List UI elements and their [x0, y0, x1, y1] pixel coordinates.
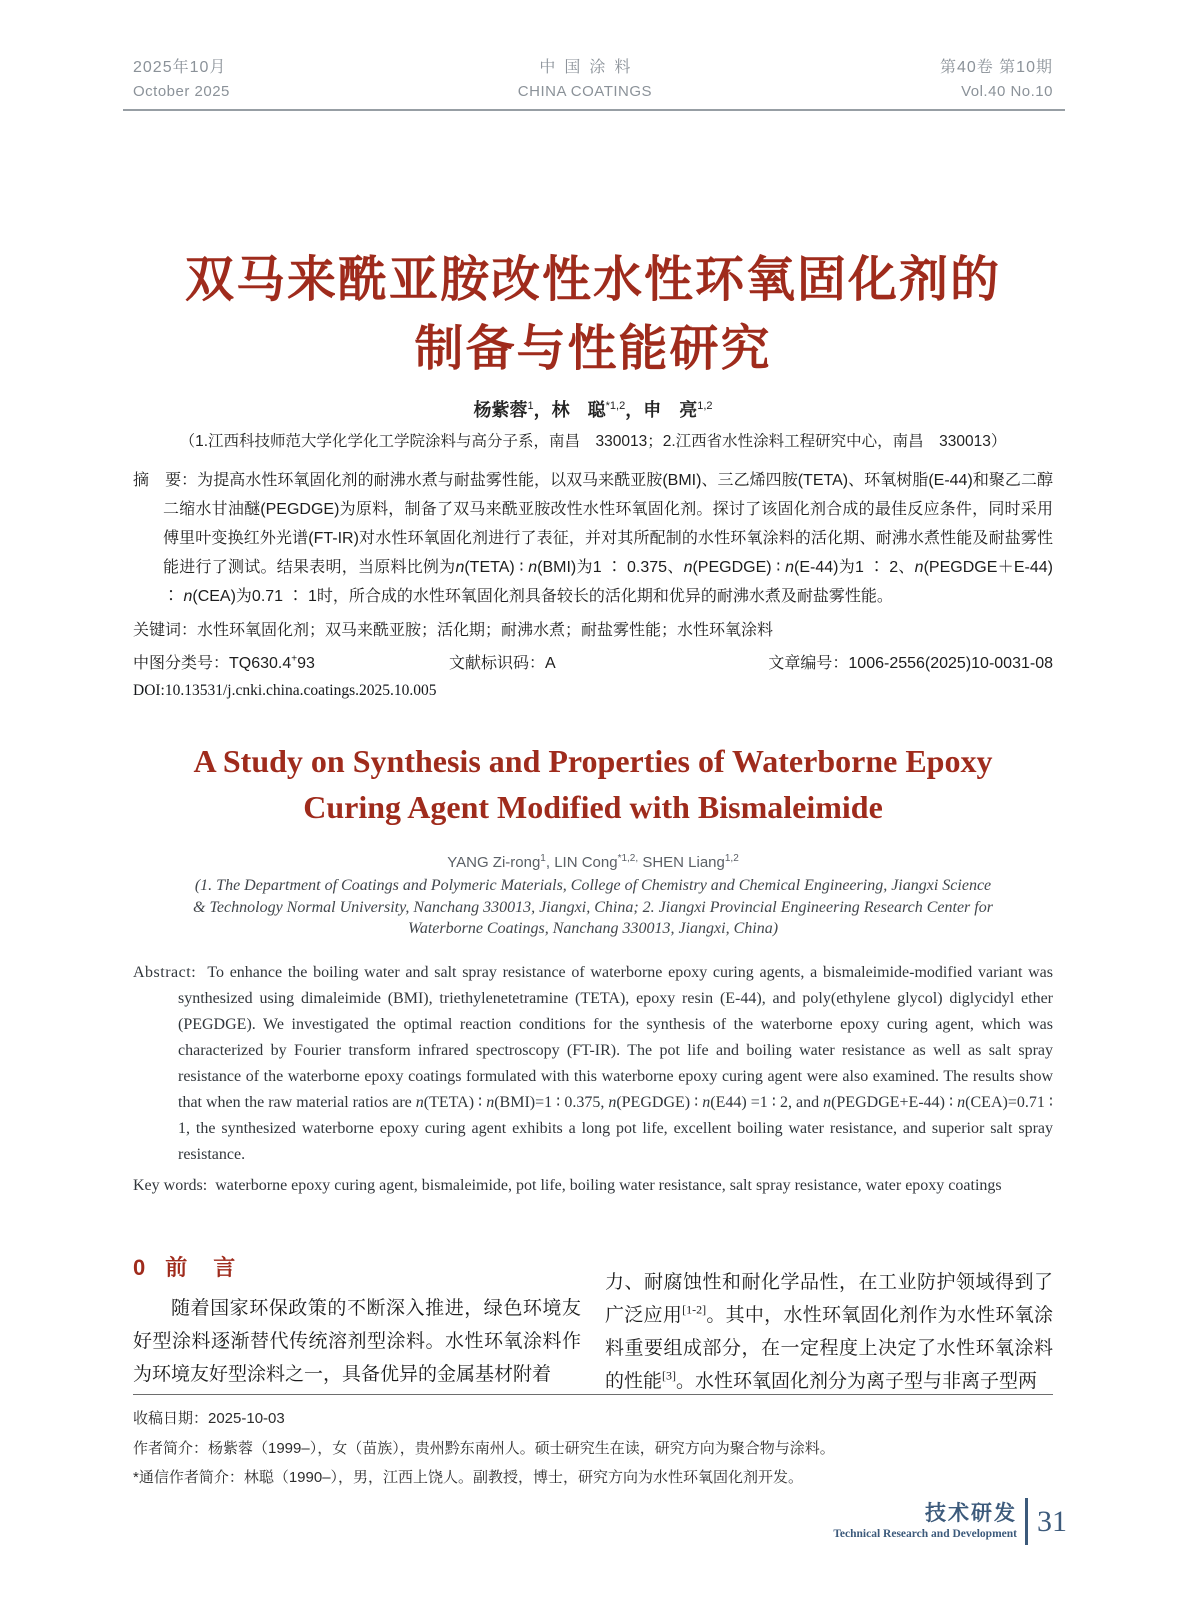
- section-heading: [133, 1252, 581, 1284]
- keywords-en: [133, 1177, 1053, 1195]
- header-date-en: October 2025: [133, 83, 230, 100]
- affiliation-en-line3: Waterborne Coatings, Nanchang 330013, Jiangxi, China): [407, 920, 779, 937]
- abstract-en-text: To enhance the boiling water and salt spray resistance of waterborne epoxy curing agents, a bismaleimide-modified variant was synthesized using dimaleimide (BMI), triethylenetetramine (TETA), epoxy resin (E-44), and poly(ethylene glycol) diglycidyl ether (PEGDGE). We investigated the optimal reaction conditions for the synthesis of the waterborne epoxy curing agent, which was characterized by Fourier transform infrared spectroscopy (FT-IR). The pot life and boiling water resistance as well as salt spray resistance of the waterborne epoxy coatings formulated with this waterborne epoxy curing agent were also examined. The results show that when the raw material ratios are n(TETA) ∶ n(BMI)=1 ∶ 0.375, n(PEGDGE) ∶ n(E44) =1 ∶ 2, and n(PEGDGE+E-44) ∶ n(CEA)=0.71 ∶ 1, the synthesized waterborne epoxy curing agent exhibits a long pot life, excellent boiling water resistance, and superior salt spray resistance.: [178, 963, 1054, 1163]
- right-column: [605, 1252, 1053, 1393]
- authors-cn: 杨紫蓉$^1$，林 聪$^{*1,2}$，申 亮$^{1,2}$: [473, 400, 713, 420]
- affiliation-en-line2: & Technology Normal University, Nanchang 330013, Jiangxi, China; 2. Jiangxi Provincial Engineering Research Center for: [193, 898, 993, 916]
- keywords-cn-text: 水性环氧固化剂；双马来酰亚胺；活化期；耐沸水煮；耐盐雾性能；水性环氧涂料: [197, 622, 774, 639]
- body-paragraph-left: 随着国家环保政策的不断深入推进，绿色环境友好型涂料逐渐替代传统溶剂型涂料。水性环氧涂料作为环境友好型涂料之一，具备优异的金属基材附着: [133, 1298, 581, 1385]
- header-divider: [123, 109, 1065, 111]
- section-number: 0: [133, 1255, 146, 1280]
- abstract-cn-label: 摘 要：: [133, 472, 198, 489]
- header-volume-issue: [940, 55, 1053, 103]
- affiliation-en-line1: (1. The Department of Coatings and Polymeric Materials, College of Chemistry and Chemical Engineering, Jiangxi Science: [194, 877, 992, 894]
- header-journal-name: [518, 55, 652, 103]
- running-header: [133, 55, 1053, 103]
- document-code-value: A: [544, 655, 556, 672]
- clc-label: 中图分类号：: [133, 655, 230, 672]
- left-column: [133, 1252, 581, 1393]
- page-footer: [833, 1498, 1067, 1545]
- title-cn-line2: 制备与性能研究: [414, 322, 772, 376]
- footer-section-en: Technical Research and Development: [833, 1527, 1017, 1540]
- abstract-cn-text: 为提高水性环氧固化剂的耐沸水煮与耐盐雾性能，以双马来酰亚胺(BMI)、三乙烯四胺(TETA)、环氧树脂(E-44)和聚乙二醇二缩水甘油醚(PEGDGE)为原料，制备了双马来酰亚胺改性水性环氧固化剂。探讨了该固化剂合成的最佳反应条件，同时采用傅里叶变换红外光谱(FT-IR)对水性环氧固化剂进行了表征，并对其所配制的水性环氧涂料的活化期、耐沸水煮性能及耐盐雾性能进行了测试。结果表明，当原料比例为n(TETA) ∶ n(BMI)为1 ∶ 0.375、n(PEGDGE) ∶ n(E-44)为1 ∶ 2、n(PEGDGE＋E-44) ∶ n(CEA)为0.71 ∶ 1时，所合成的水性环氧固化剂具备较长的活化期和优异的耐沸水煮及耐盐雾性能。: [163, 472, 1053, 605]
- title-en-line1: A Study on Synthesis and Properties of Waterborne Epoxy: [193, 743, 993, 779]
- article-title-en: [133, 738, 1053, 830]
- authors-en: YANG Zi-rong$^1$, LIN Cong$^{*1,2,}$ SHEN Liang$^{1,2}$: [447, 853, 739, 871]
- footer-section-cn: 技术研发: [925, 1501, 1017, 1525]
- document-code: [449, 650, 768, 673]
- received-date: 收稿日期：2025-10-03: [133, 1410, 285, 1427]
- doi: DOI:10.13531/j.cnki.china.coatings.2025.10.005: [133, 682, 437, 699]
- abstract-cn: [133, 466, 1053, 611]
- clc-value: TQ630.4+93: [229, 653, 315, 672]
- title-cn-line1: 双马来酰亚胺改性水性环氧固化剂的: [184, 253, 1001, 307]
- footer-divider-bar: [1025, 1498, 1028, 1545]
- classification-row: [133, 650, 1053, 673]
- keywords-en-label: Key words:: [133, 1176, 208, 1194]
- section-title: 前 言: [165, 1255, 238, 1280]
- body-paragraph-right: 力、耐腐蚀性和耐化学品性，在工业防护领域得到了广泛应用[1-2]。其中，水性环氧固化剂作为水性环氧涂料重要组成部分，在一定程度上决定了水性环氧涂料的性能[3]。水性环氧固化剂分为离子型与非离子型两: [605, 1272, 1053, 1392]
- header-journal-cn: 中国涂料: [539, 59, 640, 76]
- header-date-cn: 2025年10月: [133, 59, 227, 76]
- page-number: 31: [1037, 1504, 1067, 1538]
- clc-number: [133, 650, 449, 673]
- header-volume-cn: 第40卷 第10期: [939, 59, 1053, 76]
- header-volume-en: Vol.40 No.10: [961, 83, 1053, 100]
- article-id: [768, 650, 1053, 673]
- abstract-en: [133, 960, 1053, 1168]
- article-id-value: 1006-2556(2025)10-0031-08: [848, 655, 1053, 672]
- keywords-en-text: waterborne epoxy curing agent, bismaleimide, pot life, boiling water resistance, salt spray resistance, water epoxy coatings: [215, 1176, 1002, 1194]
- keywords-cn-label: 关键词：: [133, 622, 198, 639]
- title-en-line2: Curing Agent Modified with Bismaleimide: [303, 789, 883, 825]
- article-title-cn: [133, 246, 1053, 384]
- corresponding-author-bio: *通信作者简介：林聪（1990–），男，江西上饶人。副教授，博士，研究方向为水性环氧固化剂开发。: [133, 1469, 804, 1486]
- document-code-label: 文献标识码：: [448, 655, 545, 672]
- affiliation-en: [133, 875, 1053, 940]
- header-journal-en: CHINA COATINGS: [517, 83, 653, 100]
- introduction-section: [133, 1252, 1053, 1393]
- footer-section-labels: [833, 1502, 1017, 1542]
- footnote-area: [133, 1394, 1053, 1493]
- keywords-cn: [133, 617, 1053, 640]
- header-issue-date: [133, 55, 230, 103]
- affiliation-cn: （1.江西科技师范大学化学化工学院涂料与高分子系，南昌 330013；2.江西省水性涂料工程研究中心，南昌 330013）: [179, 433, 1007, 450]
- author-bio: 作者简介：杨紫蓉（1999–），女（苗族），贵州黔东南州人。硕士研究生在读，研究方向为聚合物与涂料。: [133, 1439, 835, 1457]
- abstract-en-label: Abstract:: [133, 963, 197, 981]
- article-id-label: 文章编号：: [768, 655, 849, 672]
